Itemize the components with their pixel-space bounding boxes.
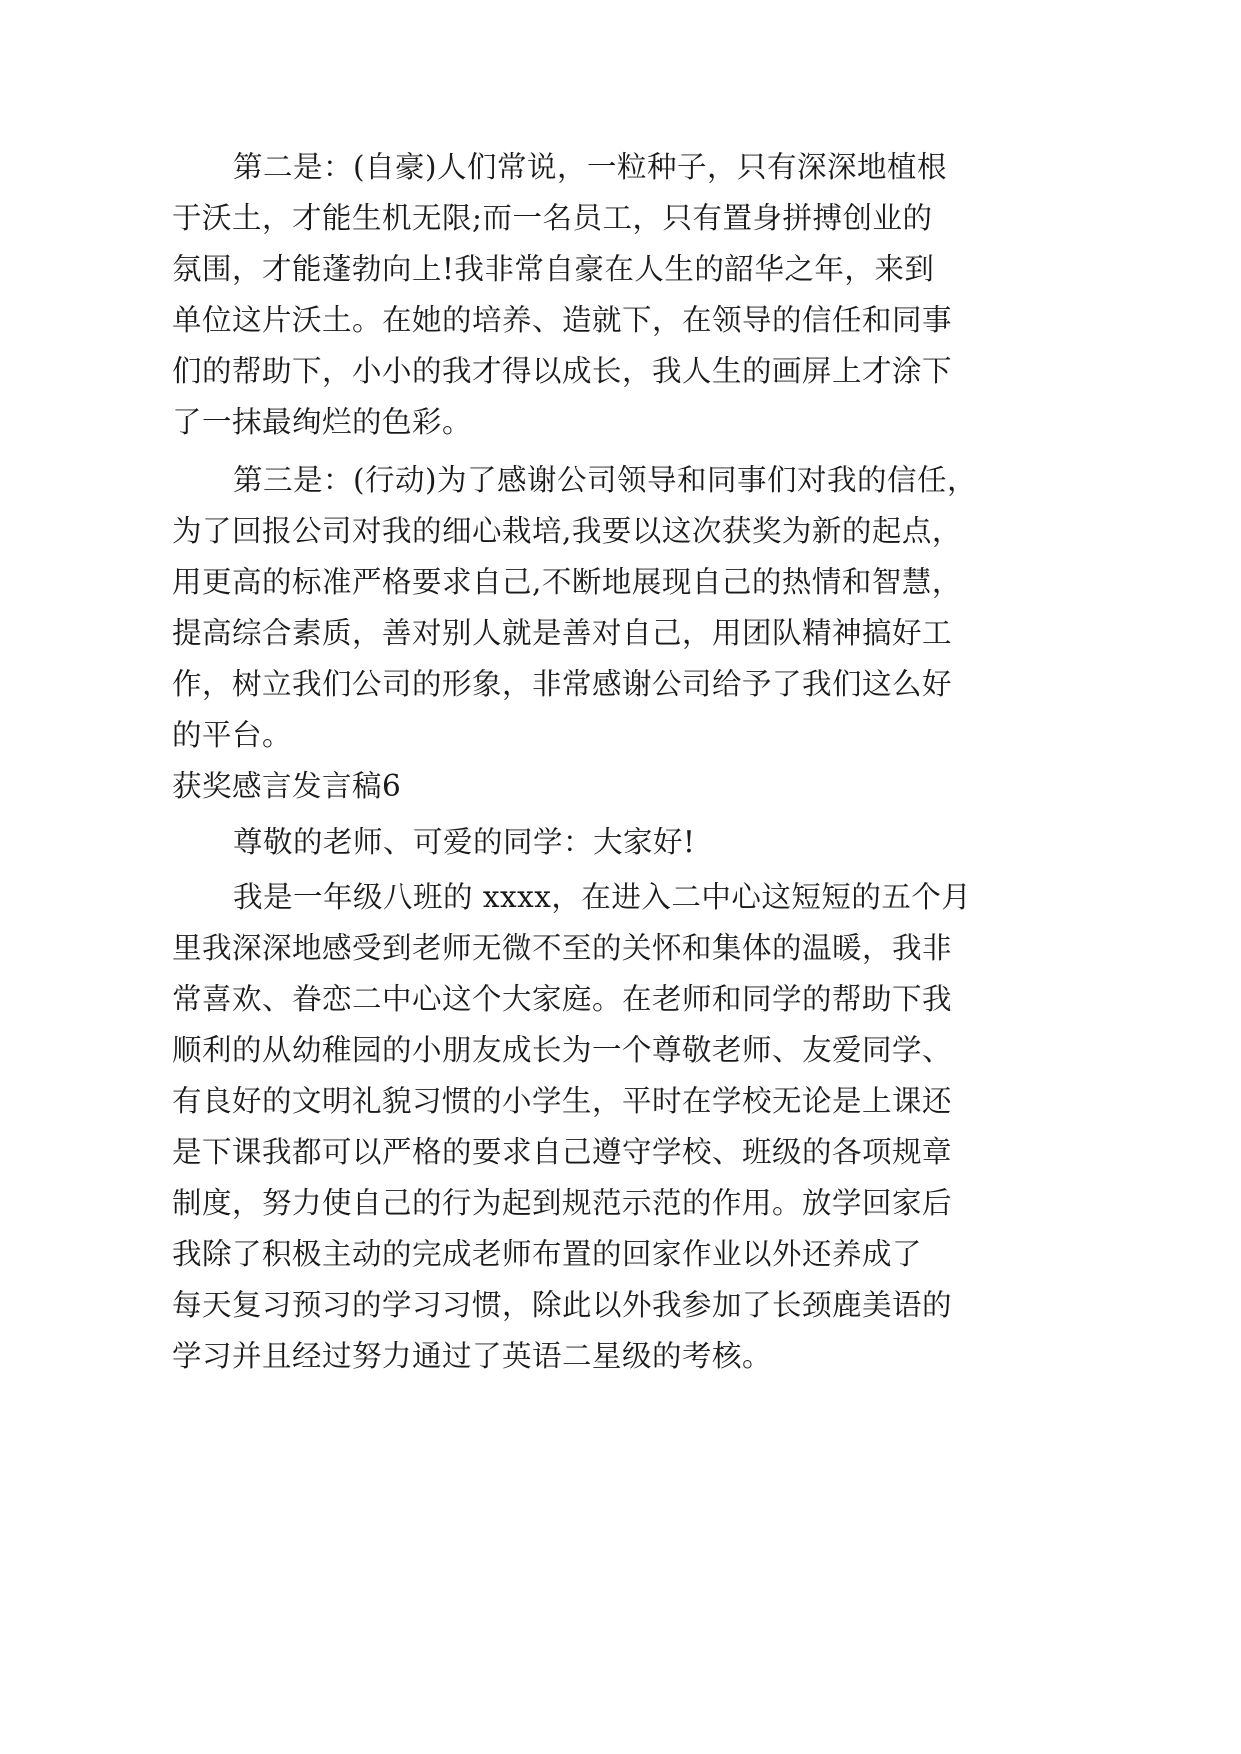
paragraph-line: 第二是：(自豪)人们常说，一粒种子，只有深深地植根 xyxy=(233,150,948,184)
paragraph-line: 尊敬的老师、可爱的同学：大家好! xyxy=(233,825,696,859)
paragraph-line: 里我深深地感受到老师无微不至的关怀和集体的温暖，我非 xyxy=(172,931,953,965)
section-heading: 获奖感言发言稿6 xyxy=(172,769,402,803)
paragraph-line: 用更高的标准严格要求自己,不断地展现自己的热情和智慧， xyxy=(172,565,962,599)
paragraph-line: 常喜欢、眷恋二中心这个大家庭。在老师和同学的帮助下我 xyxy=(172,982,953,1016)
paragraph-line: 了一抹最绚烂的色彩。 xyxy=(172,405,473,439)
paragraph-line: 我是一年级八班的 xxxx，在进入二中心这短短的五个月 xyxy=(233,880,972,914)
paragraph-line: 为了回报公司对我的细心栽培,我要以这次获奖为新的起点， xyxy=(172,514,962,548)
paragraph-line: 们的帮助下，小小的我才得以成长，我人生的画屏上才涂下 xyxy=(172,354,953,388)
paragraph-line: 每天复习预习的学习习惯，除此以外我参加了长颈鹿美语的 xyxy=(172,1288,953,1322)
paragraph-line: 第三是：(行动)为了感谢公司领导和同事们对我的信任， xyxy=(233,463,978,497)
paragraph-line: 我除了积极主动的完成老师布置的回家作业以外还养成了 xyxy=(172,1237,923,1271)
paragraph-line: 学习并且经过努力通过了英语二星级的考核。 xyxy=(172,1339,773,1373)
paragraph-line: 的平台。 xyxy=(172,718,293,752)
paragraph-line: 于沃土，才能生机无限;而一名员工，只有置身拼搏创业的 xyxy=(172,201,933,235)
paragraph-line: 作，树立我们公司的形象，非常感谢公司给予了我们这么好 xyxy=(172,667,953,701)
paragraph-line: 单位这片沃土。在她的培养、造就下，在领导的信任和同事 xyxy=(172,303,953,337)
paragraph-line: 有良好的文明礼貌习惯的小学生，平时在学校无论是上课还 xyxy=(172,1084,953,1118)
paragraph-line: 氛围，才能蓬勃向上!我非常自豪在人生的韶华之年，来到 xyxy=(172,252,935,286)
paragraph-line: 是下课我都可以严格的要求自己遵守学校、班级的各项规章 xyxy=(172,1135,953,1169)
paragraph-line: 顺利的从幼稚园的小朋友成长为一个尊敬老师、友爱同学、 xyxy=(172,1033,953,1067)
paragraph-line: 提高综合素质，善对别人就是善对自己，用团队精神搞好工 xyxy=(172,616,953,650)
paragraph-line: 制度，努力使自己的行为起到规范示范的作用。放学回家后 xyxy=(172,1186,953,1220)
